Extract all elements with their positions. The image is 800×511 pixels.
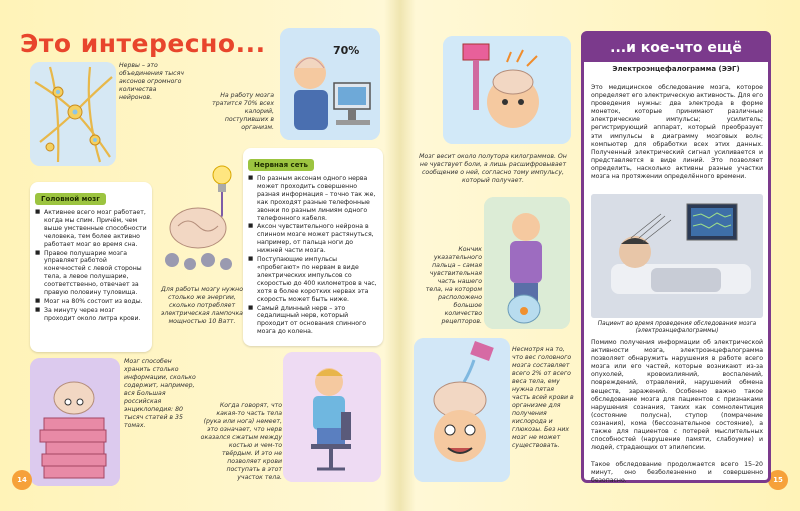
page-number-right: 15: [768, 470, 788, 490]
finger-image: [484, 197, 570, 329]
neurons-image: [30, 62, 116, 166]
water-caption: Несмотря на то, что вес головного мозга составляет всего 2% от всего веса тела, ему нужна пятая часть всей крови в организме для получения кислорода и глюкозы. Без них мозг не может существовать.: [512, 346, 574, 449]
hammer-image: [443, 36, 571, 144]
lamp-brain-illustration: [160, 160, 250, 275]
brain-facts-heading: Головной мозг: [35, 193, 106, 205]
hammer-illustration: [443, 36, 571, 144]
list-item: ■ Аксон чувствительного нейрона в спинном мозге может растянуться, например, от пальца ноги до нижней части мозга.: [248, 223, 378, 255]
books-image: [30, 358, 120, 486]
eeg-photo-caption: Пациент во время проведения обследования мозга (электроэнцефалограммы): [597, 321, 757, 334]
list-item: ■ Мозг на 80% состоит из воды.: [35, 298, 147, 306]
nerve-facts-heading: Нервная сеть: [248, 159, 314, 171]
finger-caption: Кончик указательного пальца – самая чувствительная часть нашего тела, на котором расположено большое количество рецепторов.: [425, 246, 482, 325]
list-item: ■ По разным аксонам одного нерва может проходить совершенно разная информация – точно так же, как проходят разные телефонные звонки по разным линиям одного телефонного кабеля.: [248, 175, 378, 222]
energy-percent: 70%: [333, 44, 360, 57]
nerve-facts-box: [243, 148, 383, 346]
water-image: [414, 338, 510, 482]
eeg-subtitle: Электроэнцефалограмма (ЭЭГ): [612, 65, 740, 73]
page-number-left: 14: [12, 470, 32, 490]
list-item: ■ За минуту через мозг проходит около литра крови.: [35, 307, 147, 323]
eeg-photo: [591, 194, 763, 318]
computer-illustration: [280, 28, 380, 140]
chair-image: [283, 352, 381, 482]
hammer-caption: Мозг весит около полутора килограммов. Он не чувствует боли, а лишь расшифровывает сообщение о ней, согласно тому импульсу, который получает.: [419, 153, 567, 184]
brain-facts-box: [30, 182, 152, 352]
neurons-caption: Нервы – это объединения тысяч аксонов огромного количества нейронов.: [119, 62, 184, 101]
neurons-illustration: [30, 62, 116, 166]
list-item: ■ Поступающие импульсы «пробегают» по нервам в виде электрических импульсов со скоростью до 400 километров в час, хотя в более коротких нервах эта скорость может быть ниже.: [248, 256, 378, 303]
brain-facts-list: [35, 209, 147, 323]
nerve-facts-list: [248, 175, 378, 336]
chair-illustration: [283, 352, 381, 482]
chair-caption: Когда говорят, что какая-то часть тела (рука или нога) немеет, это означает, что нерв оказался сжатым между костью и чем-то твёрдым. И это не позволяет крови поступать в этот участок тела.: [200, 402, 282, 481]
computer-image: [280, 28, 380, 140]
eeg-photo-image: [591, 194, 763, 318]
list-item: ■ Активнее всего мозг работает, когда мы спим. Причём, чем выше умственные способности человека, тем более активно работает мозг во время сна.: [35, 209, 147, 249]
water-illustration: [414, 338, 510, 482]
eeg-panel: [581, 31, 771, 483]
list-item: ■ Правое полушарие мозга управляет работой конечностей с левой стороны тела, а левое полушарие, соответственно, отвечает за правую половину туловища.: [35, 250, 147, 297]
books-illustration: [30, 358, 120, 486]
page-title: Это интересно...: [20, 29, 266, 58]
eeg-intro-text: Это медицинское обследование мозга, которое определяет его электрическую активность. Для его проведения нужны: два электрода в форме монеток, которые принимают различные электрические импульсы; усилитель; регистрирующий аппарат, который преобразует эти импульсы в диаграмму мозговых волн; компьютер для обработки всех этих данных. Полученный электрический сигнал усиливается и представляется в виде линий. Это позволяет определить, насколько активны разные участки мозга на протяжении определённого времени.: [591, 84, 763, 181]
eeg-details-text: Помимо получения информации об электрической активности мозга, электроэнцефалограмма позволяет обнаружить нарушения в работе всего мозга или его частей, которые возникают из-за опухолей, кровоизлияний, воспалений, повреждений, отравлений, нарушений обмена веществ, заражений. Особенно важно такое обследование мозга для пациентов с признаками нарушения сознания, таких как сомнолентиция (состояние полусна), ступор (помрачение сознания), кома (бессознательное состояние), а также для пациентов с потерей мыслительных способностей (нарушение памяти, слабоумие) и людей, страдающих от эпилепсии.: [591, 339, 763, 452]
books-caption: Мозг способен хранить столько информации, сколько содержит, например, вся Большая российская энциклопедия: 80 тысяч статей в 35 томах.: [124, 358, 196, 429]
eeg-panel-title: ...и кое-что ещё: [584, 34, 768, 62]
energy-caption: На работу мозга тратится 70% всех калорий, поступивших в организм.: [212, 92, 274, 131]
list-item: ■ Самый длинный нерв – это седалищный нерв, который проходит от основания спинного мозга до колена.: [248, 305, 378, 337]
lamp-caption: Для работы мозгу нужно столько же энергии, сколько потребляет электрическая лампочка мощностью 10 Ватт.: [161, 286, 243, 325]
finger-illustration: [484, 197, 570, 329]
lamp-brain-image: [160, 160, 250, 275]
eeg-duration-text: Такое обследование продолжается всего 15–20 минут, оно безболезненно и совершенно безопасно.: [591, 461, 763, 485]
